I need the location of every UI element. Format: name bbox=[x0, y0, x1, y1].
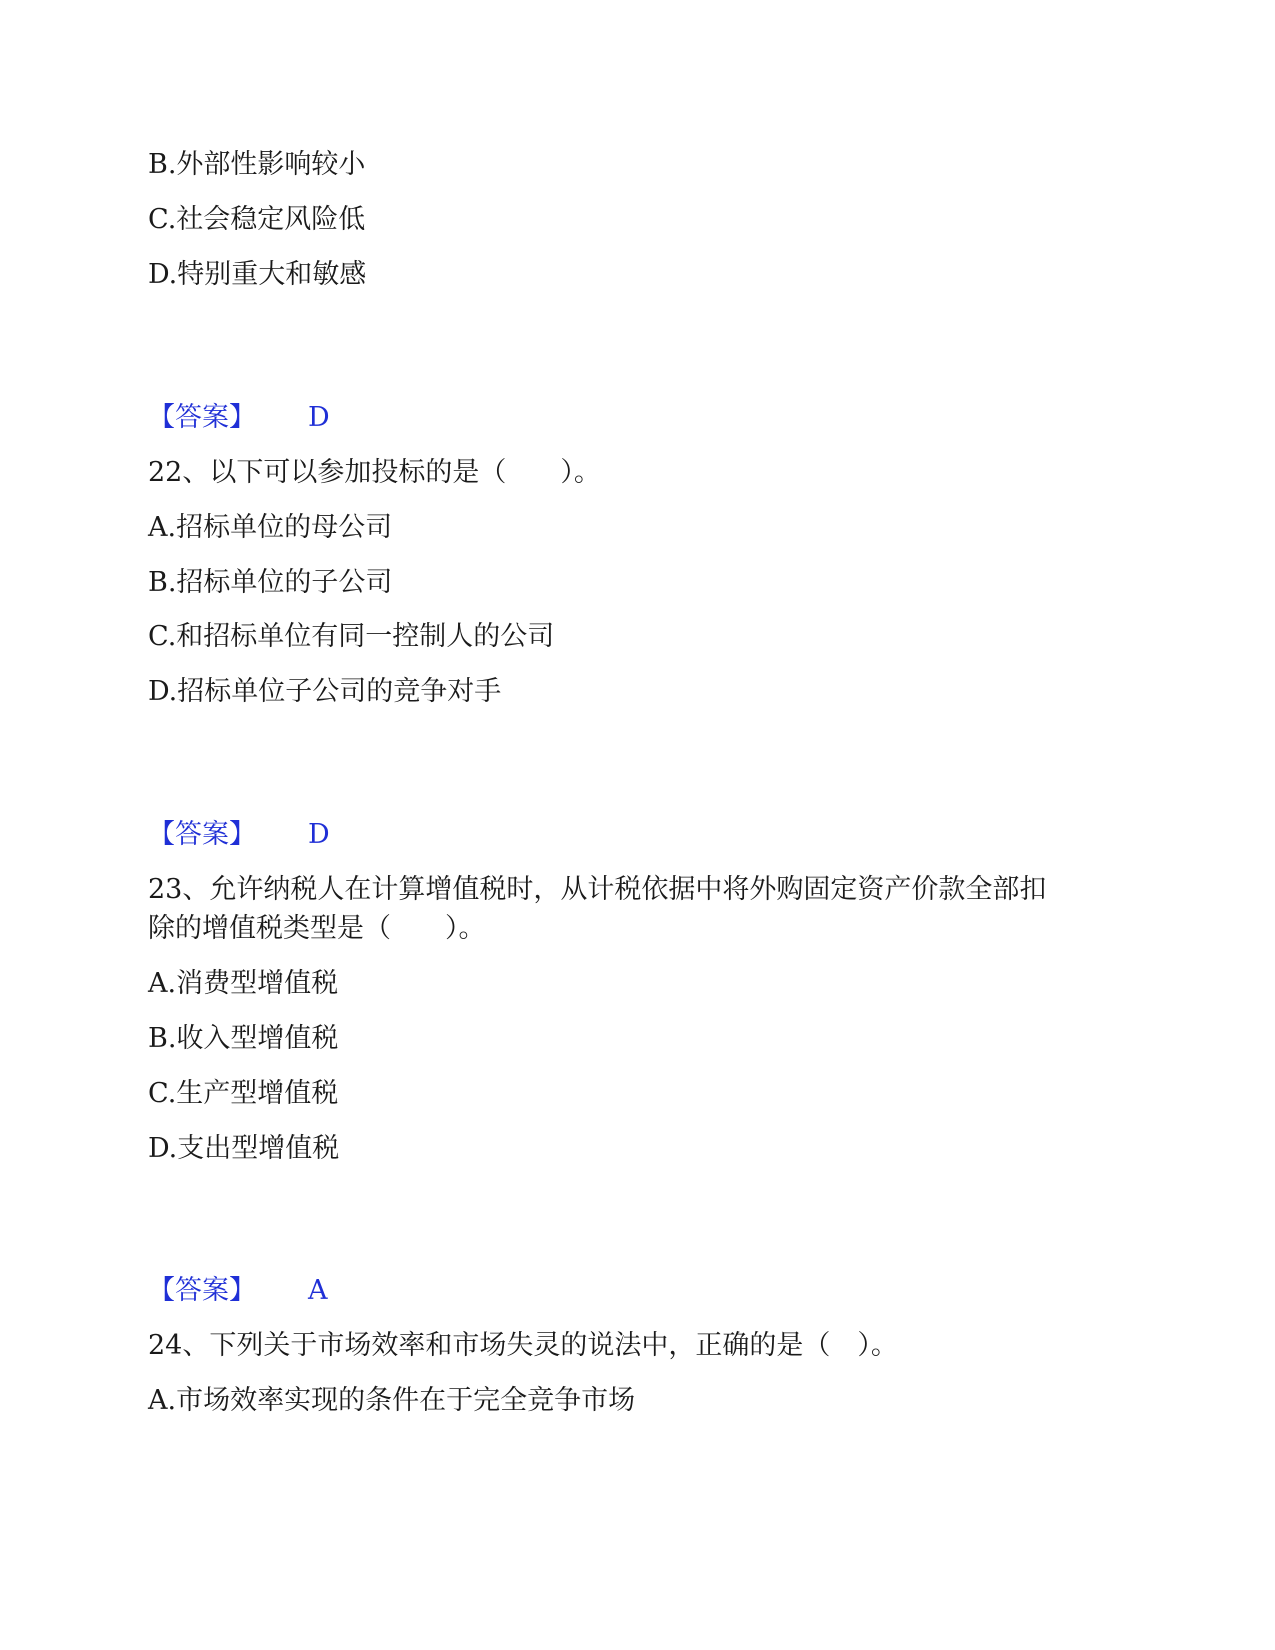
q23-answer bbox=[148, 1273, 328, 1309]
q21-option-b: B.外部性影响较小 bbox=[148, 149, 366, 180]
answer-value: A bbox=[308, 1275, 328, 1306]
q24-option-a: A.市场效率实现的条件在于完全竞争市场 bbox=[148, 1385, 636, 1416]
q22-answer bbox=[148, 817, 330, 853]
q21-option-c: C.社会稳定风险低 bbox=[148, 204, 366, 235]
q21-option-d: D.特别重大和敏感 bbox=[148, 259, 367, 290]
answer-label: 【答案】 bbox=[148, 1275, 256, 1306]
q23-stem-line1: 23、允许纳税人在计算增值税时，从计税依据中将外购固定资产价款全部扣 bbox=[148, 874, 1047, 905]
q23-option-d: D.支出型增值税 bbox=[148, 1133, 340, 1164]
q21-answer bbox=[148, 400, 330, 436]
answer-label: 【答案】 bbox=[148, 402, 256, 433]
answer-value: D bbox=[308, 402, 330, 433]
q23-option-b: B.收入型增值税 bbox=[148, 1023, 339, 1054]
answer-value: D bbox=[308, 819, 330, 850]
q23-option-c: C.生产型增值税 bbox=[148, 1078, 339, 1109]
q22-option-b: B.招标单位的子公司 bbox=[148, 567, 393, 598]
answer-label: 【答案】 bbox=[148, 819, 256, 850]
q22-option-d: D.招标单位子公司的竞争对手 bbox=[148, 676, 502, 707]
q24-stem: 24、下列关于市场效率和市场失灵的说法中，正确的是（ ）。 bbox=[148, 1330, 898, 1361]
q23-option-a: A.消费型增值税 bbox=[148, 968, 339, 999]
q23-stem-line2: 除的增值税类型是（ ）。 bbox=[148, 913, 486, 944]
q22-stem: 22、以下可以参加投标的是（ ）。 bbox=[148, 457, 601, 488]
q22-option-a: A.招标单位的母公司 bbox=[148, 512, 393, 543]
q22-option-c: C.和招标单位有同一控制人的公司 bbox=[148, 621, 555, 652]
